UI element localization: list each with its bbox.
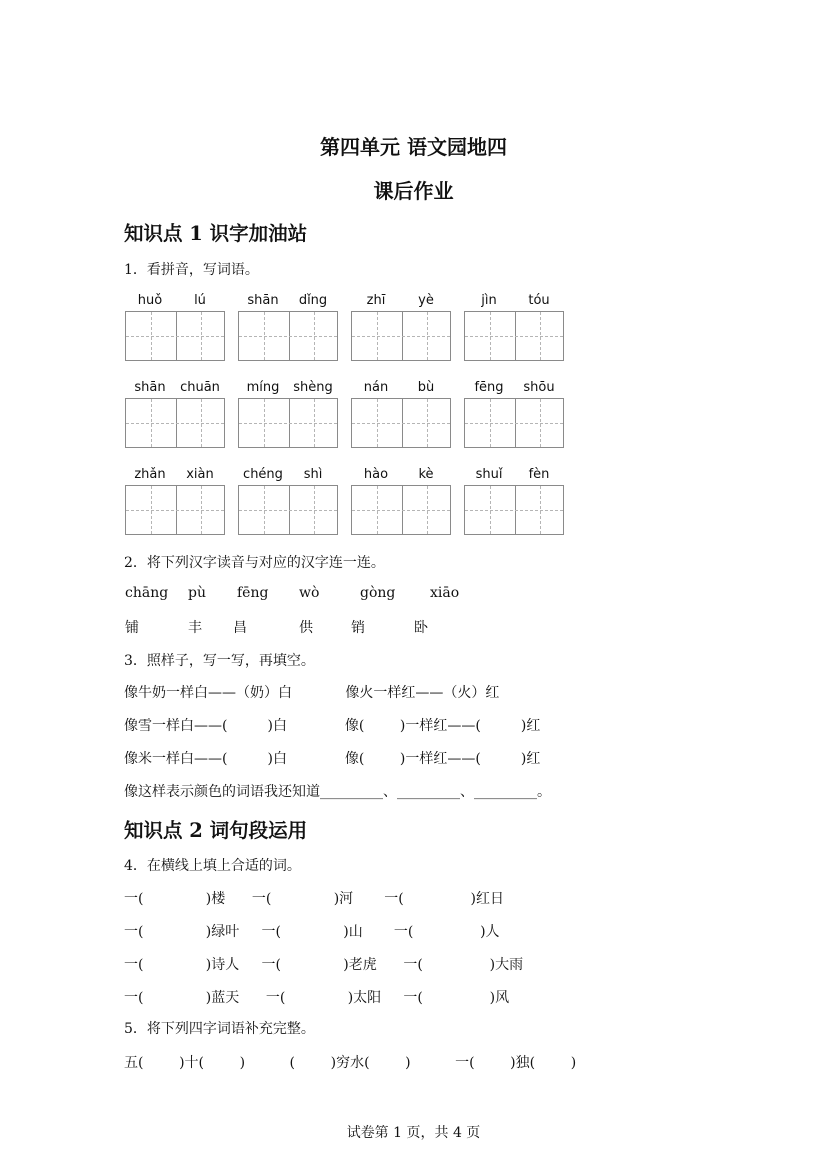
q2-char-item: 昌 <box>233 620 247 636</box>
writing-box[interactable] <box>351 485 451 535</box>
writing-box[interactable] <box>464 485 564 535</box>
pinyin-label: míng <box>246 380 280 395</box>
pinyin-label: bù <box>417 380 435 395</box>
pinyin-label: shān <box>247 293 279 308</box>
q3-line-2: 像雪一样白——( )白 像( )一样红——( )红 <box>124 718 541 734</box>
q2-pinyin-item: chāng <box>125 585 169 601</box>
writing-box[interactable] <box>351 311 451 361</box>
question-2: 2．将下列汉字读音与对应的汉字连一连。 <box>124 555 385 571</box>
q2-char-item: 丰 <box>188 620 202 636</box>
document-subtitle: 课后作业 <box>373 179 454 203</box>
pinyin-label: huǒ <box>137 293 163 308</box>
q2-char-item: 供 <box>299 620 313 636</box>
q2-char-item: 铺 <box>125 620 139 636</box>
pinyin-label: shōu <box>523 380 555 395</box>
q4-line-3: 一( )诗人 一( )老虎 一( )大雨 <box>124 957 524 973</box>
writing-box[interactable] <box>125 485 225 535</box>
q2-pinyin-item: xiāo <box>430 585 460 601</box>
writing-box[interactable] <box>351 398 451 448</box>
q2-char-item: 卧 <box>414 620 428 636</box>
pinyin-label: shuǐ <box>475 467 503 482</box>
pinyin-label: yè <box>418 293 434 308</box>
pinyin-label: fēng <box>474 380 504 395</box>
q3-line-3: 像米一样白——( )白 像( )一样红——( )红 <box>124 751 541 767</box>
question-3: 3．照样子，写一写，再填空。 <box>124 653 315 669</box>
question-4: 4．在横线上填上合适的词。 <box>124 858 301 874</box>
page-footer: 试卷第 1 页，共 4 页 <box>346 1125 481 1141</box>
pinyin-label: xiàn <box>186 467 214 482</box>
writing-box[interactable] <box>464 398 564 448</box>
q5-line: 五( )十( ) ( )穷水( ) 一( )独( ) <box>124 1055 577 1071</box>
writing-box[interactable] <box>125 311 225 361</box>
pinyin-label: zhǎn <box>134 467 166 482</box>
pinyin-label: fèn <box>528 467 550 482</box>
pinyin-label: dǐng <box>298 293 328 308</box>
section-heading-2: 知识点 2 词句段运用 <box>124 819 308 842</box>
q4-line-4: 一( )蓝天 一( )太阳 一( )风 <box>124 990 510 1006</box>
q4-line-1: 一( )楼 一( )河 一( )红日 <box>124 891 504 907</box>
pinyin-label: chuān <box>180 380 220 395</box>
pinyin-label: chéng <box>243 467 283 482</box>
document-title: 第四单元 语文园地四 <box>320 135 507 159</box>
q3-line-1: 像牛奶一样白——（奶）白 像火一样红——（火）红 <box>124 685 500 701</box>
pinyin-label: shèng <box>293 380 333 395</box>
pinyin-label: zhī <box>366 293 386 308</box>
pinyin-label: shān <box>134 380 166 395</box>
pinyin-label: lú <box>194 293 206 308</box>
writing-box[interactable] <box>464 311 564 361</box>
q2-pinyin-item: pù <box>188 585 206 601</box>
writing-box[interactable] <box>238 398 338 448</box>
q2-pinyin-item: fēng <box>237 585 269 601</box>
pinyin-label: kè <box>418 467 434 482</box>
writing-box[interactable] <box>125 398 225 448</box>
pinyin-label: nán <box>363 380 389 395</box>
q2-pinyin-item: wò <box>299 585 320 601</box>
writing-box[interactable] <box>238 485 338 535</box>
q2-pinyin-item: gòng <box>360 585 396 601</box>
pinyin-label: tóu <box>528 293 550 308</box>
q2-char-item: 销 <box>351 620 365 636</box>
section-heading-1: 知识点 1 识字加油站 <box>124 222 308 245</box>
pinyin-label: shì <box>303 467 323 482</box>
writing-box[interactable] <box>238 311 338 361</box>
question-1: 1．看拼音，写词语。 <box>124 262 259 278</box>
pinyin-label: jìn <box>481 293 497 308</box>
pinyin-label: hào <box>363 467 389 482</box>
q3-line-4: 像这样表示颜色的词语我还知道_________、_________、_________。 <box>124 784 551 800</box>
q4-line-2: 一( )绿叶 一( )山 一( )人 <box>124 924 500 940</box>
question-5: 5．将下列四字词语补充完整。 <box>124 1021 315 1037</box>
